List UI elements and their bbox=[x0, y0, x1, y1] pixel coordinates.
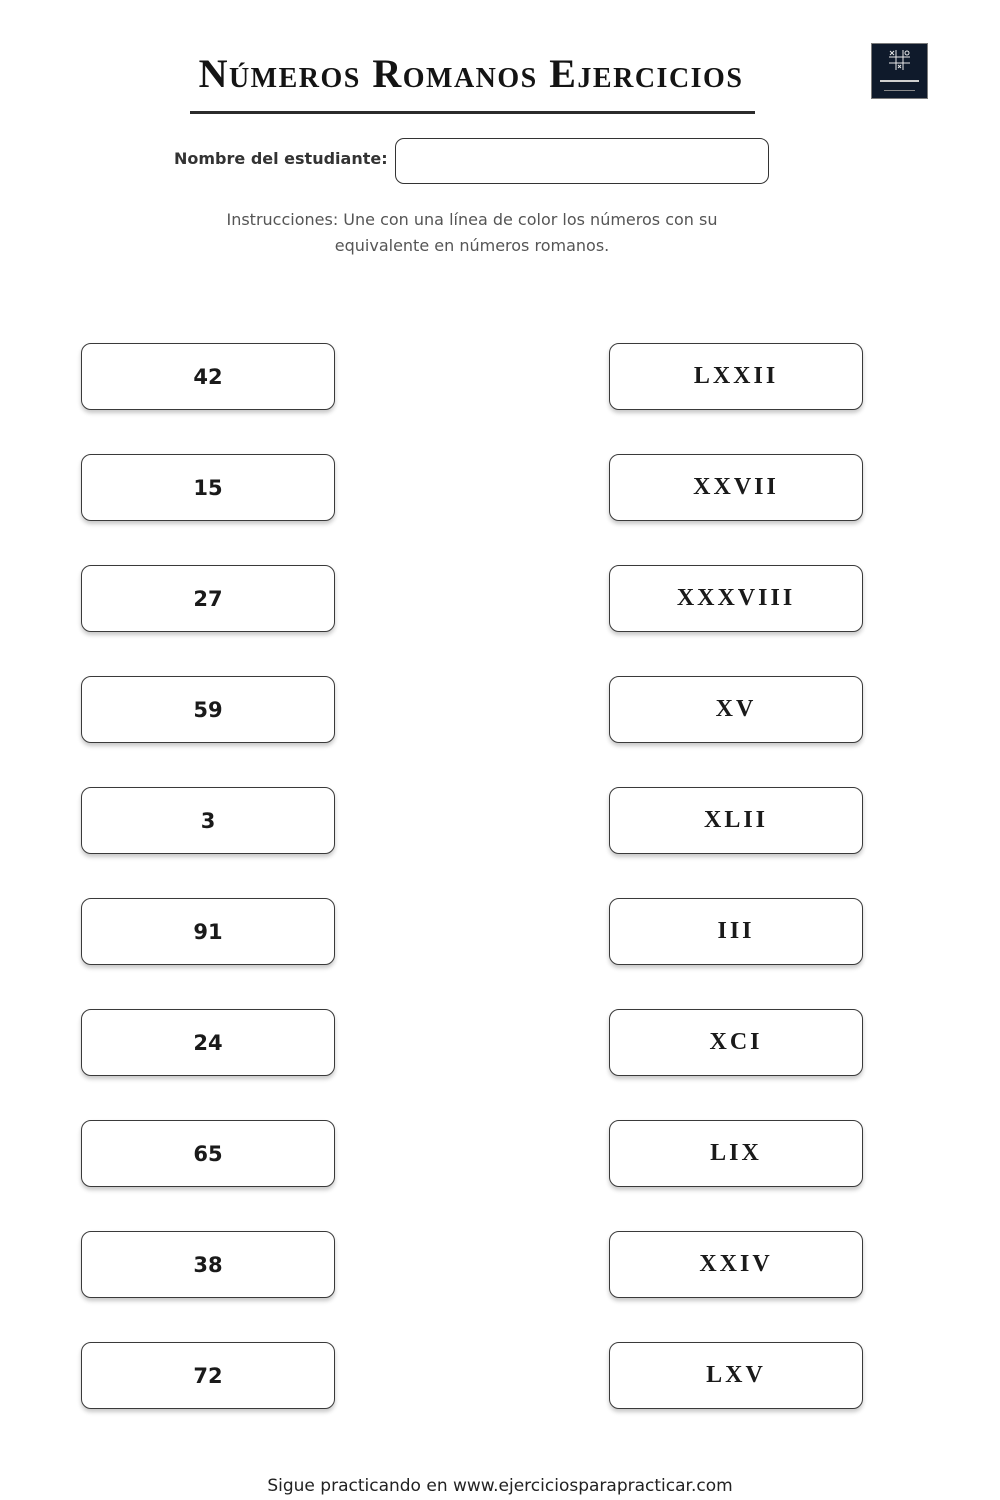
roman-numeral-box[interactable]: LXXII bbox=[609, 343, 863, 410]
number-box[interactable]: 3 bbox=[81, 787, 335, 854]
roman-numeral-box[interactable]: XXVII bbox=[609, 454, 863, 521]
number-box[interactable]: 24 bbox=[81, 1009, 335, 1076]
number-box[interactable]: 91 bbox=[81, 898, 335, 965]
roman-numeral-box[interactable]: XXXVIII bbox=[609, 565, 863, 632]
tic-tac-toe-logo-icon bbox=[871, 43, 928, 99]
student-name-label: Nombre del estudiante: bbox=[174, 149, 388, 168]
number-box[interactable]: 59 bbox=[81, 676, 335, 743]
roman-numeral-box[interactable]: XV bbox=[609, 676, 863, 743]
instructions-text: Instrucciones: Une con una línea de color los números con su equivalente en números romanos. bbox=[226, 210, 718, 255]
roman-numeral-box[interactable]: III bbox=[609, 898, 863, 965]
number-box[interactable]: 65 bbox=[81, 1120, 335, 1187]
number-box[interactable]: 72 bbox=[81, 1342, 335, 1409]
roman-numeral-box[interactable]: LXV bbox=[609, 1342, 863, 1409]
number-box[interactable]: 38 bbox=[81, 1231, 335, 1298]
number-box[interactable]: 27 bbox=[81, 565, 335, 632]
roman-numeral-box[interactable]: LIX bbox=[609, 1120, 863, 1187]
roman-numeral-box[interactable]: XLII bbox=[609, 787, 863, 854]
number-box[interactable]: 15 bbox=[81, 454, 335, 521]
title-underline bbox=[190, 111, 755, 114]
number-box[interactable]: 42 bbox=[81, 343, 335, 410]
roman-numeral-box[interactable]: XCI bbox=[609, 1009, 863, 1076]
page-title: Números Romanos Ejercicios bbox=[198, 51, 744, 96]
student-name-field[interactable] bbox=[395, 138, 769, 184]
roman-numeral-box[interactable]: XXIV bbox=[609, 1231, 863, 1298]
footer-text: Sigue practicando en www.ejerciciosparapracticar.com bbox=[267, 1476, 733, 1496]
